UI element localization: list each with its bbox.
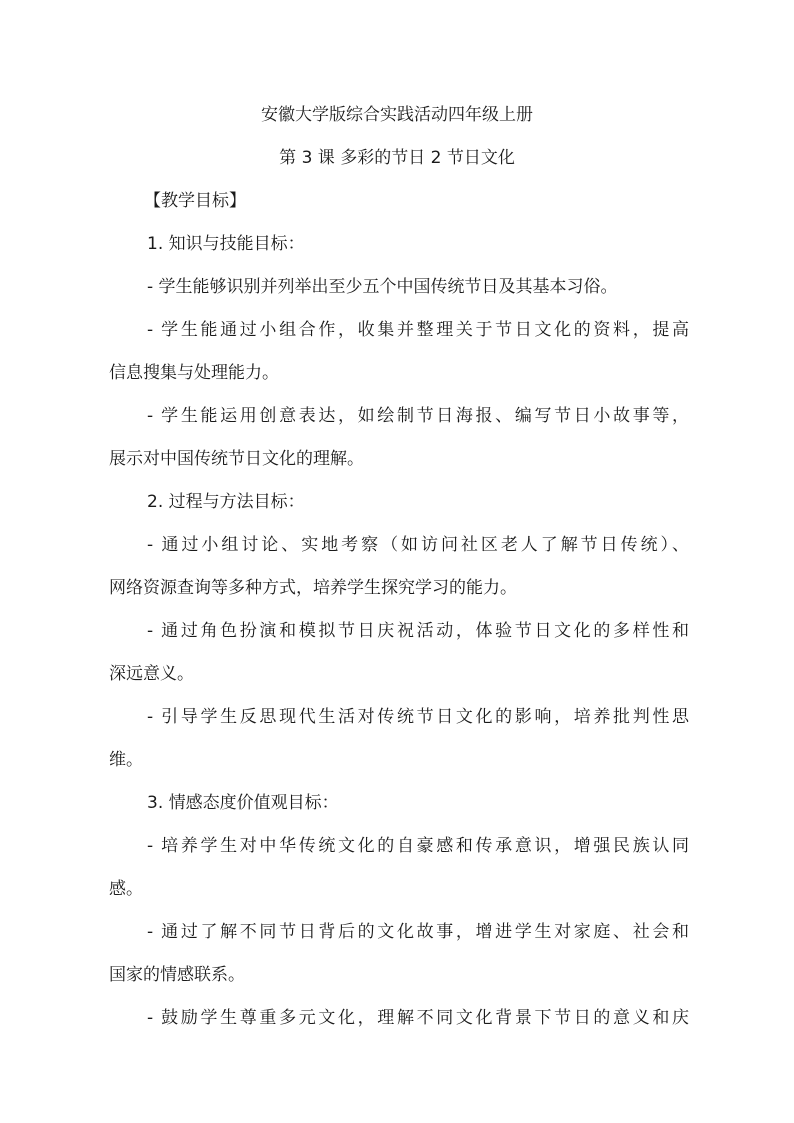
document-title: 安徽大学版综合实践活动四年级上册 — [261, 105, 533, 125]
goal-item-line: - 鼓励学生尊重多元文化，理解不同文化背景下节日的意义和庆 — [147, 1008, 689, 1028]
goal-item-line: - 通过小组讨论、实地考察（如访问社区老人了解节日传统）、 — [147, 535, 689, 555]
goal-item-line: 维。 — [109, 750, 143, 770]
lesson-subtitle: 第 3 课 多彩的节日 2 节日文化 — [279, 148, 515, 168]
goal-item-line: - 通过了解不同节日背后的文化故事，增进学生对家庭、社会和 — [147, 922, 689, 942]
goal-item-line: - 通过角色扮演和模拟节日庆祝活动，体验节日文化的多样性和 — [147, 621, 689, 641]
goal-item-line: 国家的情感联系。 — [109, 965, 245, 985]
goal-heading-values: 3. 情感态度价值观目标： — [147, 793, 339, 813]
goal-item-line: 深远意义。 — [109, 664, 194, 684]
goal-item-line: - 学生能运用创意表达，如绘制节日海报、编写节日小故事等， — [147, 406, 689, 426]
goal-item-line: - 引导学生反思现代生活对传统节日文化的影响，培养批判性思 — [147, 707, 689, 727]
goal-heading-knowledge: 1. 知识与技能目标： — [147, 234, 305, 254]
goal-item-line: 感。 — [109, 879, 143, 899]
goal-item-line: 信息搜集与处理能力。 — [109, 363, 279, 383]
goal-item-line: - 学生能够识别并列举出至少五个中国传统节日及其基本习俗。 — [147, 277, 618, 297]
goal-item-line: 展示对中国传统节日文化的理解。 — [109, 449, 364, 469]
goal-item-line: - 学生能通过小组合作，收集并整理关于节日文化的资料，提高 — [147, 320, 689, 340]
goal-item-line: 网络资源查询等多种方式，培养学生探究学习的能力。 — [109, 578, 517, 598]
goal-item-line: - 培养学生对中华传统文化的自豪感和传承意识，增强民族认同 — [147, 836, 689, 856]
goal-heading-process: 2. 过程与方法目标： — [147, 492, 305, 512]
section-heading-teaching-goals: 【教学目标】 — [144, 191, 246, 211]
